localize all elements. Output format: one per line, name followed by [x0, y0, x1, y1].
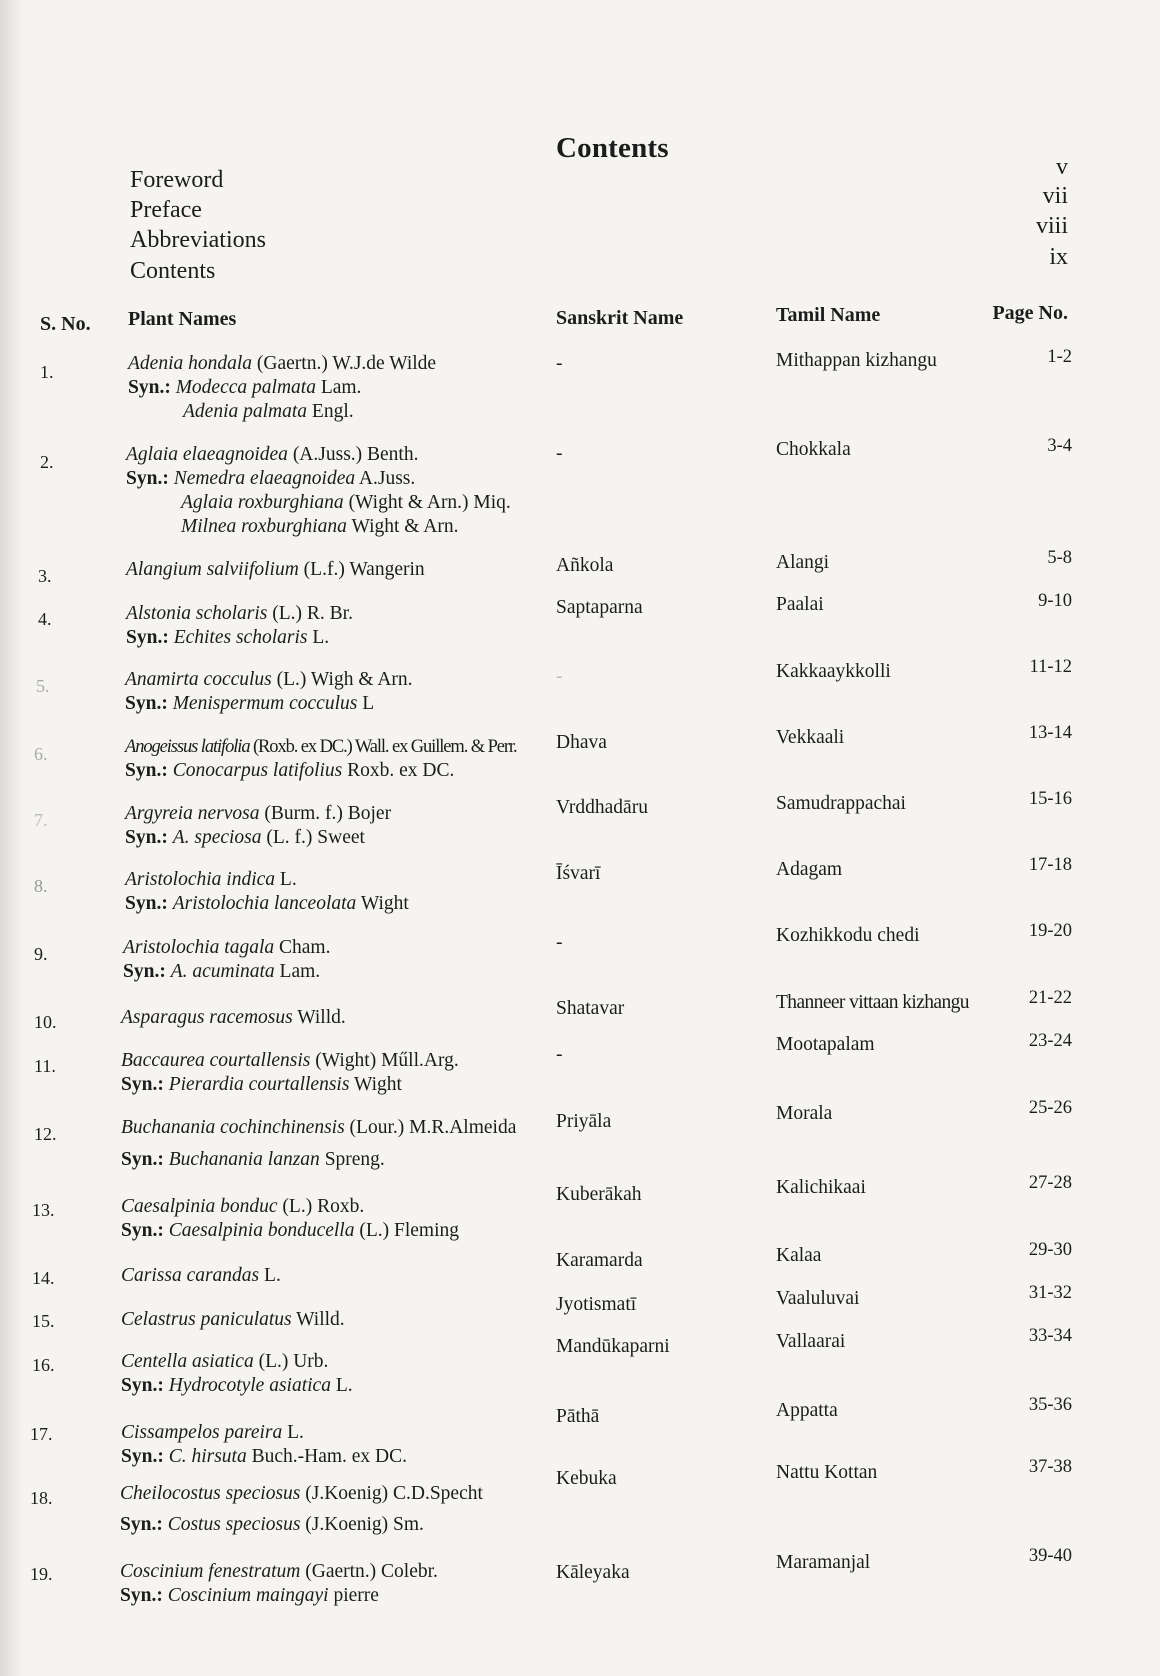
synonym-name: Conocarpus latifolius — [172, 760, 343, 781]
sanskrit-name: - — [556, 1044, 563, 1065]
front-matter-page: vii — [1042, 183, 1068, 209]
plant-author: L. — [287, 1422, 304, 1443]
tamil-name: Vekkaali — [776, 727, 845, 748]
tamil-name: Mithappan kizhangu — [776, 350, 937, 371]
page-title: Contents — [556, 132, 669, 164]
page-number: 21-22 — [1028, 988, 1072, 1008]
plant-name-entry — [125, 735, 517, 783]
tamil-name: Kalaa — [776, 1245, 822, 1266]
plant-name-entry — [123, 936, 330, 984]
plant-author: (A.Juss.) Benth. — [292, 444, 419, 465]
plant-species: Cissampelos pareira — [121, 1422, 283, 1443]
plant-author: (Gaertn.) Colebr. — [305, 1561, 438, 1582]
page-number: 3-4 — [1047, 436, 1072, 456]
entry-sno: 16. — [32, 1355, 55, 1375]
plant-author: (Lour.) M.R.Almeida — [349, 1117, 517, 1138]
syn-label: Syn.: — [123, 961, 166, 982]
synonym-author: (J.Koenig) Sm. — [305, 1514, 424, 1535]
plant-name-entry — [121, 1049, 459, 1097]
plant-species: Adenia hondala — [128, 353, 253, 374]
synonym-name: C. hirsuta — [168, 1446, 247, 1467]
page-number: 19-20 — [1028, 921, 1072, 941]
plant-author: (L.f.) Wangerin — [303, 559, 425, 580]
syn-label: Syn.: — [121, 1220, 164, 1241]
tamil-name: Nattu Kottan — [776, 1462, 878, 1483]
entry-sno: 6. — [34, 744, 48, 764]
plant-name-entry — [120, 1482, 483, 1537]
synonym-name: Caesalpinia bonducella — [168, 1220, 355, 1241]
plant-author: (L.) R. Br. — [272, 603, 353, 624]
syn-label: Syn.: — [126, 468, 169, 489]
page-edge-shadow — [0, 0, 24, 1676]
page-number: 27-28 — [1028, 1173, 1072, 1193]
page-number: 15-16 — [1028, 789, 1072, 809]
tamil-name: Mootapalam — [776, 1034, 875, 1055]
syn-label: Syn.: — [125, 693, 168, 714]
plant-name-entry — [126, 602, 353, 650]
plant-species: Asparagus racemosus — [121, 1007, 293, 1028]
plant-name-entry — [121, 1264, 281, 1288]
page-number: 31-32 — [1028, 1283, 1072, 1303]
entry-sno: 12. — [34, 1124, 57, 1144]
plant-author: (Wight) Műll.Arg. — [315, 1050, 459, 1071]
entry-sno: 19. — [30, 1564, 53, 1584]
entry-sno: 17. — [30, 1424, 53, 1444]
sanskrit-name: Jyotismatī — [556, 1294, 637, 1315]
plant-species: Aglaia elaeagnoidea — [126, 444, 288, 465]
plant-author: (Burm. f.) Bojer — [264, 803, 392, 824]
tamil-name: Vaaluluvai — [776, 1288, 860, 1309]
page-number: 33-34 — [1028, 1326, 1072, 1346]
synonym-name: Aristolochia lanceolata — [172, 893, 357, 914]
entry-sno: 18. — [30, 1488, 53, 1508]
sanskrit-name: Karamarda — [556, 1250, 643, 1271]
tamil-name: Kakkaaykkolli — [776, 661, 891, 682]
sanskrit-name: - — [556, 666, 563, 687]
plant-author: L. — [279, 869, 297, 890]
synonym-author: Engl. — [311, 401, 354, 422]
plant-name-entry — [121, 1116, 516, 1172]
synonym-name: Pierardia courtallensis — [168, 1074, 350, 1095]
entry-sno: 15. — [32, 1311, 55, 1331]
plant-species: Celastrus paniculatus — [121, 1309, 292, 1330]
page-number: 29-30 — [1028, 1240, 1072, 1260]
plant-species: Anogeissus latifolia — [125, 737, 250, 757]
syn-label: Syn.: — [120, 1585, 163, 1606]
plant-author: Willd. — [297, 1007, 346, 1028]
syn-label: Syn.: — [121, 1446, 164, 1467]
tamil-name: Alangi — [776, 552, 830, 573]
plant-author: Willd. — [296, 1309, 345, 1330]
plant-name-entry — [126, 443, 511, 539]
plant-species: Centella asiatica — [121, 1351, 254, 1372]
synonym-name: Buchanania lanzan — [168, 1149, 320, 1170]
plant-species: Argyreia nervosa — [125, 803, 260, 824]
sanskrit-name: - — [556, 353, 563, 374]
plant-author: Cham. — [279, 937, 331, 958]
plant-author: (Roxb. ex DC.) Wall. ex Guillem. & Perr. — [253, 737, 517, 757]
plant-author: (Gaertn.) W.J.de Wilde — [256, 353, 437, 374]
page-number: 5-8 — [1047, 548, 1072, 568]
tamil-name: Chokkala — [776, 439, 851, 460]
plant-species: Alangium salviifolium — [126, 559, 299, 580]
plant-name-entry — [121, 1308, 345, 1332]
plant-name-entry — [125, 802, 391, 850]
tamil-name: Vallaarai — [776, 1331, 846, 1352]
plant-author: (L.) Roxb. — [282, 1196, 365, 1217]
front-matter-page: ix — [1049, 244, 1068, 270]
header-plant-names: Plant Names — [128, 308, 237, 330]
entry-sno: 9. — [34, 944, 48, 964]
plant-name-entry — [125, 668, 413, 716]
sanskrit-name: Mandūkaparni — [556, 1336, 670, 1357]
entry-sno: 8. — [34, 876, 48, 896]
plant-name-entry — [126, 558, 425, 582]
synonym-name: A. acuminata — [170, 961, 275, 982]
entry-sno: 3. — [38, 566, 52, 586]
tamil-name: Kozhikkodu chedi — [776, 925, 920, 946]
header-page-no: Page No. — [992, 302, 1068, 324]
page-number: 11-12 — [1029, 657, 1072, 677]
sanskrit-name: Vrddhadāru — [556, 797, 648, 818]
plant-author: (L.) Wigh & Arn. — [276, 669, 413, 690]
entry-sno: 10. — [34, 1012, 57, 1032]
tamil-name: Kalichikaai — [776, 1177, 866, 1198]
plant-name-entry — [120, 1560, 438, 1608]
entry-sno: 13. — [32, 1200, 55, 1220]
tamil-name: Paalai — [776, 594, 824, 615]
tamil-name: Maramanjal — [776, 1552, 871, 1573]
synonym-author: Lam. — [320, 377, 362, 398]
plant-name-entry — [125, 868, 409, 916]
sanskrit-name: Saptaparna — [556, 597, 643, 618]
plant-species: Aristolochia indica — [125, 869, 276, 890]
header-sanskrit-name: Sanskrit Name — [556, 307, 684, 329]
sanskrit-name: Dhava — [556, 732, 607, 753]
syn-label: Syn.: — [121, 1149, 164, 1170]
synonym-name: Adenia palmata — [183, 401, 308, 422]
tamil-name: Appatta — [776, 1400, 838, 1421]
plant-name-entry — [121, 1195, 459, 1243]
syn-label: Syn.: — [121, 1074, 164, 1095]
entry-sno: 4. — [38, 609, 52, 629]
plant-species: Baccaurea courtallensis — [121, 1050, 311, 1071]
synonym-name: Modecca palmata — [175, 377, 316, 398]
page-number: 37-38 — [1028, 1457, 1072, 1477]
sanskrit-name: Añkola — [556, 555, 614, 576]
synonym-author: Buch.-Ham. ex DC. — [251, 1446, 408, 1467]
page-number: 13-14 — [1028, 723, 1072, 743]
plant-author: (L.) Urb. — [258, 1351, 329, 1372]
plant-species: Caesalpinia bonduc — [121, 1196, 278, 1217]
synonym-author: L. — [335, 1375, 353, 1396]
header-sno: S. No. — [40, 313, 91, 335]
syn-label: Syn.: — [126, 627, 169, 648]
plant-species: Buchanania cochinchinensis — [121, 1117, 345, 1138]
front-matter-label: Contents — [130, 258, 216, 284]
header-tamil-name: Tamil Name — [776, 304, 881, 326]
front-matter-page: v — [1056, 154, 1068, 180]
front-matter-label: Preface — [130, 197, 202, 223]
sanskrit-name: Pāthā — [556, 1406, 600, 1427]
synonym-author: Lam. — [279, 961, 321, 982]
sanskrit-name: Priyāla — [556, 1111, 612, 1132]
plant-author: (J.Koenig) C.D.Specht — [305, 1483, 483, 1504]
plant-species: Aristolochia tagala — [123, 937, 275, 958]
plant-species: Coscinium fenestratum — [120, 1561, 301, 1582]
sanskrit-name: - — [556, 443, 563, 464]
syn-label: Syn.: — [120, 1514, 163, 1535]
entry-sno: 11. — [34, 1056, 56, 1076]
front-matter-label: Abbreviations — [130, 227, 266, 253]
synonym-name: Costus speciosus — [167, 1514, 301, 1535]
page-number: 17-18 — [1028, 855, 1072, 875]
synonym-name: Milnea roxburghiana — [181, 516, 347, 537]
sanskrit-name: - — [556, 932, 563, 953]
entry-sno: 5. — [36, 676, 50, 696]
plant-species: Anamirta cocculus — [125, 669, 272, 690]
tamil-name: Adagam — [776, 859, 843, 880]
tamil-name: Samudrappachai — [776, 793, 906, 814]
synonym-name: Echites scholaris — [173, 627, 308, 648]
front-matter-page: viii — [1035, 213, 1068, 239]
plant-name-entry — [128, 352, 436, 424]
synonym-author: (L.) Fleming — [359, 1220, 459, 1241]
synonym-name: Nemedra elaeagnoidea — [173, 468, 356, 489]
synonym-author: L. — [312, 627, 330, 648]
entry-sno: 2. — [40, 452, 54, 472]
plant-name-entry — [121, 1006, 346, 1030]
synonym-author: pierre — [333, 1585, 379, 1606]
sanskrit-name: Īśvarī — [556, 863, 601, 884]
sanskrit-name: Kāleyaka — [556, 1562, 630, 1583]
synonym-author: (L. f.) Sweet — [266, 827, 365, 848]
synonym-author: Roxb. ex DC. — [347, 760, 455, 781]
tamil-name: Thanneer vittaan kizhangu — [776, 992, 969, 1013]
synonym-author: Spreng. — [324, 1149, 385, 1170]
syn-label: Syn.: — [121, 1375, 164, 1396]
front-matter-label: Foreword — [130, 167, 224, 193]
plant-species: Carissa carandas — [121, 1265, 260, 1286]
synonym-author: (Wight & Arn.) Miq. — [348, 492, 511, 513]
plant-name-entry — [121, 1421, 407, 1469]
synonym-name: Coscinium maingayi — [167, 1585, 329, 1606]
synonym-author: A.Juss. — [358, 468, 416, 489]
synonym-name: Aglaia roxburghiana — [181, 492, 344, 513]
syn-label: Syn.: — [125, 760, 168, 781]
page-number: 39-40 — [1028, 1546, 1072, 1566]
entry-sno: 14. — [32, 1268, 55, 1288]
plant-name-entry — [121, 1350, 353, 1398]
synonym-author: L — [362, 693, 375, 714]
syn-label: Syn.: — [125, 827, 168, 848]
synonym-author: Wight & Arn. — [351, 516, 459, 537]
page-number: 23-24 — [1028, 1031, 1072, 1051]
sanskrit-name: Kebuka — [556, 1468, 617, 1489]
synonym-author: Wight — [360, 893, 409, 914]
syn-label: Syn.: — [128, 377, 171, 398]
plant-species: Cheilocostus speciosus — [120, 1483, 301, 1504]
page-number: 9-10 — [1038, 591, 1072, 611]
synonym-name: A. speciosa — [172, 827, 262, 848]
synonym-author: Wight — [353, 1074, 402, 1095]
tamil-name: Morala — [776, 1103, 833, 1124]
page-number: 35-36 — [1028, 1395, 1072, 1415]
sanskrit-name: Kuberākah — [556, 1184, 642, 1205]
entry-sno: 1. — [40, 362, 54, 382]
page-number: 25-26 — [1028, 1098, 1072, 1118]
synonym-name: Menispermum cocculus — [172, 693, 358, 714]
syn-label: Syn.: — [125, 893, 168, 914]
plant-species: Alstonia scholaris — [126, 603, 268, 624]
entry-sno: 7. — [34, 810, 48, 830]
plant-author: L. — [264, 1265, 281, 1286]
page-number: 1-2 — [1047, 347, 1072, 367]
sanskrit-name: Shatavar — [556, 998, 625, 1019]
synonym-name: Hydrocotyle asiatica — [168, 1375, 331, 1396]
